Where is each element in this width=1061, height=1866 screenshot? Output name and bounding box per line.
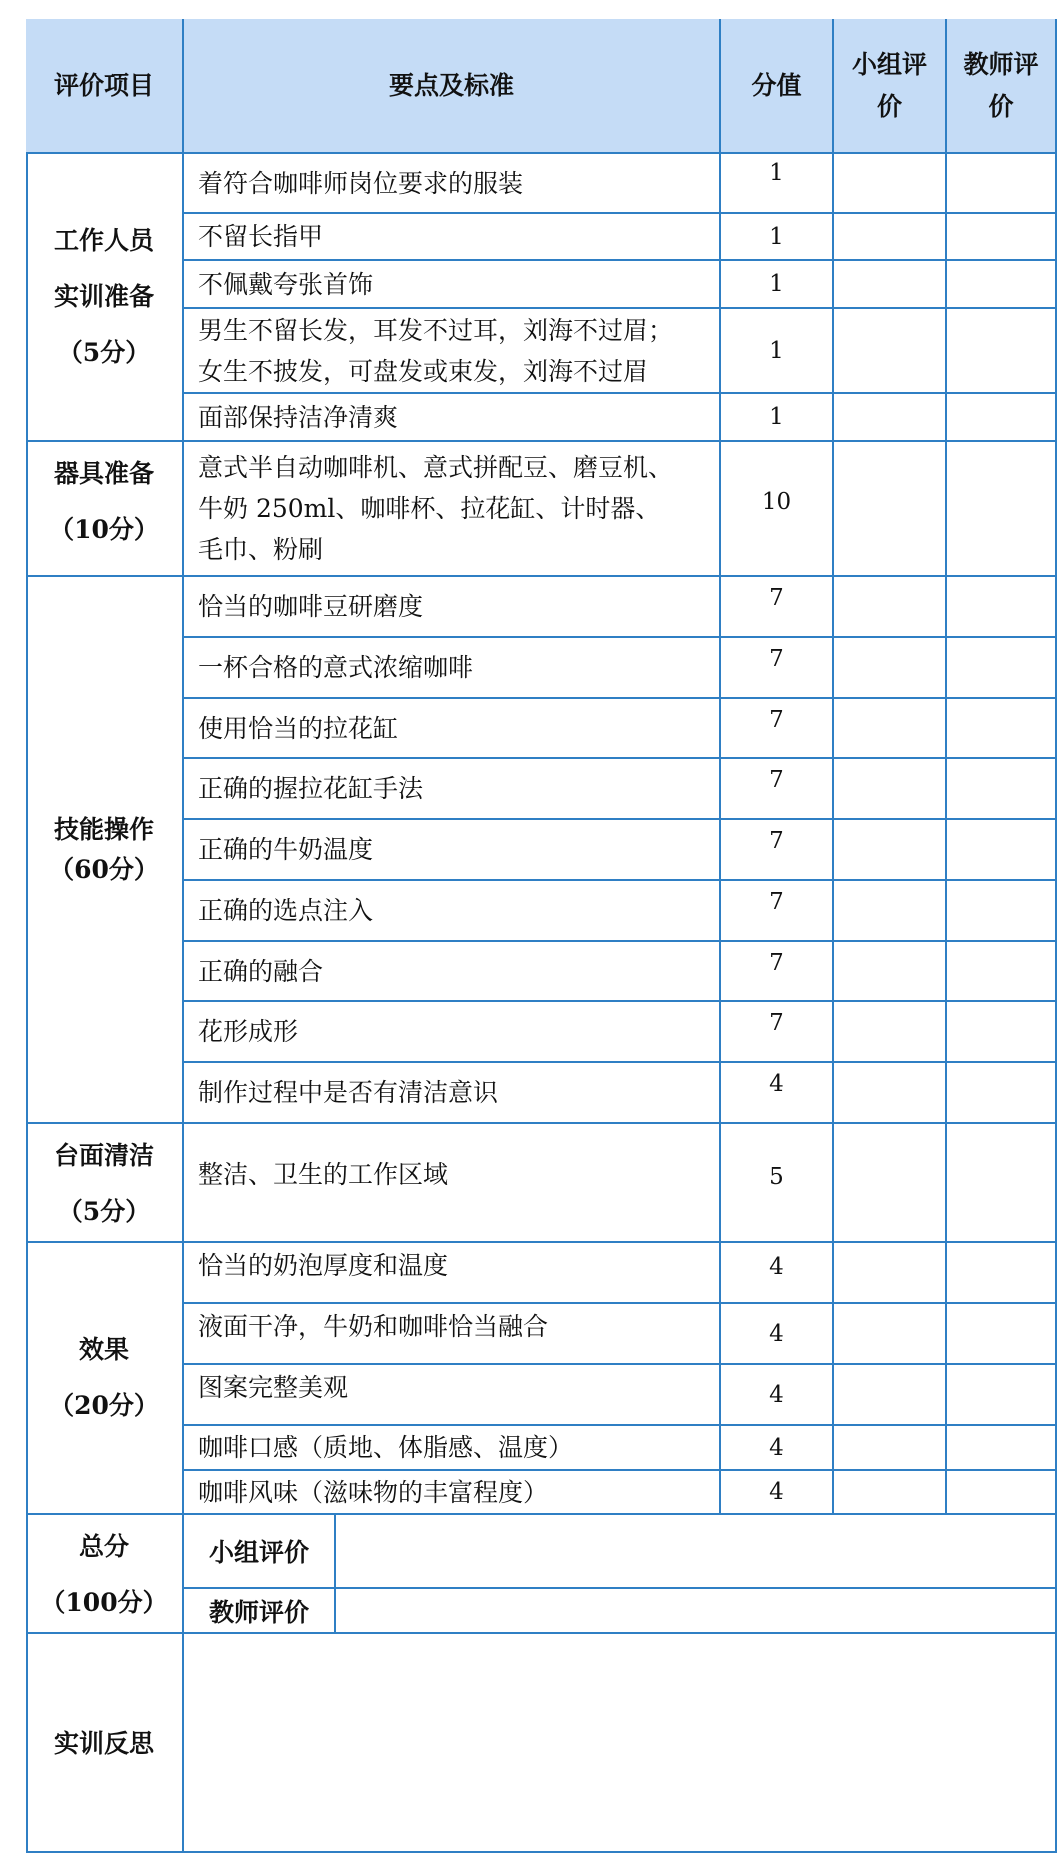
criteria-cell: [184, 309, 721, 394]
score-text: 7: [769, 646, 784, 672]
group-eval-cell[interactable]: [834, 1063, 947, 1124]
score-text: 4: [769, 1434, 784, 1461]
score-cell: [721, 154, 834, 214]
section-counter-cleaning-line1: 台面清洁: [53, 1141, 154, 1170]
score-cell: [721, 1365, 834, 1426]
section-equipment-prep-line1: 器具准备: [53, 459, 154, 488]
criteria-cell: [184, 1304, 721, 1365]
teacher-eval-cell[interactable]: [947, 1304, 1057, 1365]
teacher-eval-cell[interactable]: [947, 214, 1057, 261]
score-cell: [721, 1063, 834, 1124]
group-eval-cell[interactable]: [834, 759, 947, 820]
section-effect: [26, 1243, 184, 1515]
group-eval-cell[interactable]: [834, 309, 947, 394]
score-text: 7: [769, 1010, 784, 1036]
section-skill-operation-line2: （60分）: [49, 854, 159, 884]
criteria-cell: [184, 577, 721, 638]
section-total: [26, 1515, 184, 1634]
header-group-eval: [834, 19, 947, 154]
teacher-eval-cell[interactable]: [947, 394, 1057, 442]
section-skill-operation-line1: 技能操作: [53, 814, 154, 844]
section-effect-line2: （20分）: [49, 1391, 159, 1420]
group-eval-cell[interactable]: [834, 1124, 947, 1243]
group-eval-cell[interactable]: [834, 442, 947, 577]
section-reflection-label: 实训反思: [53, 1728, 154, 1758]
section-total-line1: 总分: [78, 1532, 129, 1561]
criteria-cell: [184, 1243, 721, 1304]
section-reflection: [26, 1634, 184, 1853]
teacher-eval-cell[interactable]: [947, 154, 1057, 214]
criteria-text: 恰当的咖啡豆研磨度: [198, 592, 424, 621]
total-group-eval-label: [184, 1515, 336, 1589]
score-text: 7: [769, 707, 784, 733]
score-text: 1: [769, 337, 784, 364]
section-skill-operation: [26, 577, 184, 1124]
total-group-eval-field[interactable]: [336, 1515, 1057, 1589]
teacher-eval-cell[interactable]: [947, 1002, 1057, 1063]
score-cell: [721, 577, 834, 638]
group-eval-cell[interactable]: [834, 942, 947, 1002]
reflection-field[interactable]: [184, 1634, 1057, 1853]
teacher-eval-cell[interactable]: [947, 1124, 1057, 1243]
criteria-text: 图案完整美观: [198, 1373, 349, 1402]
header-score-text: 分值: [751, 70, 802, 100]
header-group-eval-line1: 小组评: [851, 49, 927, 79]
criteria-cell: [184, 1002, 721, 1063]
teacher-eval-cell[interactable]: [947, 759, 1057, 820]
teacher-eval-cell[interactable]: [947, 261, 1057, 309]
group-eval-cell[interactable]: [834, 1365, 947, 1426]
group-eval-cell[interactable]: [834, 577, 947, 638]
teacher-eval-cell[interactable]: [947, 699, 1057, 759]
criteria-cell: [184, 1365, 721, 1426]
criteria-cell: [184, 942, 721, 1002]
teacher-eval-cell[interactable]: [947, 1063, 1057, 1124]
header-item: [26, 19, 184, 154]
criteria-cell: [184, 638, 721, 699]
score-text: 7: [769, 767, 784, 793]
teacher-eval-cell[interactable]: [947, 881, 1057, 942]
criteria-text: 不留长指甲: [198, 222, 324, 251]
score-text: 1: [769, 404, 784, 430]
criteria-cell: [184, 1471, 721, 1515]
score-cell: [721, 759, 834, 820]
score-cell: [721, 942, 834, 1002]
header-criteria: [184, 19, 721, 154]
score-text: 1: [769, 160, 784, 186]
section-total-line2: （100分）: [40, 1588, 168, 1617]
header-teacher-eval: [947, 19, 1057, 154]
header-teacher-eval-line2: 价: [988, 91, 1014, 121]
criteria-cell: [184, 261, 721, 309]
criteria-text-line2: 女生不披发，可盘发或束发，刘海不过眉: [198, 356, 649, 386]
criteria-text: 液面干净，牛奶和咖啡恰当融合: [198, 1312, 549, 1341]
section-counter-cleaning-line2: （5分）: [57, 1197, 151, 1226]
group-eval-cell[interactable]: [834, 881, 947, 942]
score-text: 5: [769, 1163, 784, 1190]
score-cell: [721, 261, 834, 309]
score-text: 7: [769, 950, 784, 976]
teacher-eval-cell[interactable]: [947, 1426, 1057, 1471]
criteria-cell: [184, 442, 721, 577]
criteria-cell: [184, 1426, 721, 1471]
teacher-eval-cell[interactable]: [947, 638, 1057, 699]
section-staff-prep: [26, 154, 184, 442]
criteria-cell: [184, 154, 721, 214]
teacher-eval-cell[interactable]: [947, 577, 1057, 638]
score-cell: [721, 1426, 834, 1471]
group-eval-cell[interactable]: [834, 1304, 947, 1365]
criteria-text-line2: 牛奶 250ml、咖啡杯、拉花缸、计时器、: [198, 494, 661, 523]
teacher-eval-cell[interactable]: [947, 1471, 1057, 1515]
section-effect-line1: 效果: [78, 1335, 129, 1364]
score-text: 4: [769, 1071, 784, 1097]
group-eval-cell[interactable]: [834, 214, 947, 261]
score-text: 4: [769, 1381, 784, 1408]
criteria-text: 正确的牛奶温度: [198, 835, 374, 864]
criteria-cell: [184, 214, 721, 261]
section-counter-cleaning: [26, 1124, 184, 1243]
score-text: 4: [769, 1253, 784, 1280]
score-cell: [721, 442, 834, 577]
header-item-text: 评价项目: [53, 70, 154, 100]
criteria-text-line1: 男生不留长发，耳发不过耳，刘海不过眉；: [198, 315, 674, 345]
score-cell: [721, 214, 834, 261]
criteria-text: 花形成形: [198, 1017, 299, 1046]
score-cell: [721, 820, 834, 881]
score-cell: [721, 1304, 834, 1365]
criteria-text: 着符合咖啡师岗位要求的服装: [198, 168, 524, 198]
score-cell: [721, 699, 834, 759]
evaluation-table: [26, 19, 1057, 1853]
teacher-eval-cell[interactable]: [947, 1243, 1057, 1304]
group-eval-cell[interactable]: [834, 820, 947, 881]
teacher-eval-cell[interactable]: [947, 309, 1057, 394]
score-text: 7: [769, 828, 784, 854]
criteria-text: 不佩戴夸张首饰: [198, 269, 374, 299]
score-text: 4: [769, 1479, 784, 1505]
score-text: 1: [769, 271, 784, 297]
total-teacher-eval-label-text: 教师评价: [208, 1597, 309, 1627]
teacher-eval-cell[interactable]: [947, 820, 1057, 881]
criteria-cell: [184, 1124, 721, 1243]
total-teacher-eval-field[interactable]: [336, 1589, 1057, 1634]
score-text: 7: [769, 889, 784, 915]
criteria-text: 面部保持洁净清爽: [198, 402, 399, 432]
group-eval-cell[interactable]: [834, 638, 947, 699]
group-eval-cell[interactable]: [834, 1471, 947, 1515]
score-cell: [721, 881, 834, 942]
score-text: 7: [769, 585, 784, 611]
section-equipment-prep: [26, 442, 184, 577]
score-cell: [721, 1002, 834, 1063]
group-eval-cell[interactable]: [834, 1426, 947, 1471]
score-cell: [721, 1243, 834, 1304]
criteria-cell: [184, 394, 721, 442]
score-cell: [721, 309, 834, 394]
criteria-cell: [184, 759, 721, 820]
score-cell: [721, 1471, 834, 1515]
criteria-cell: [184, 699, 721, 759]
criteria-text: 正确的融合: [198, 956, 324, 986]
header-teacher-eval-line1: 教师评: [963, 49, 1039, 79]
header-score: [721, 19, 834, 154]
score-text: 10: [761, 488, 792, 515]
criteria-text: 正确的握拉花缸手法: [198, 774, 424, 803]
group-eval-cell[interactable]: [834, 1243, 947, 1304]
criteria-text: 一杯合格的意式浓缩咖啡: [198, 653, 474, 682]
criteria-text: 咖啡风味（滋味物的丰富程度）: [198, 1477, 549, 1507]
criteria-cell: [184, 881, 721, 942]
header-criteria-text: 要点及标准: [388, 70, 514, 100]
section-equipment-prep-line2: （10分）: [49, 515, 159, 544]
criteria-text: 咖啡口感（质地、体脂感、温度）: [198, 1433, 574, 1462]
criteria-text: 恰当的奶泡厚度和温度: [198, 1251, 449, 1280]
criteria-text: 整洁、卫生的工作区域: [198, 1160, 449, 1189]
section-staff-prep-line3: （5分）: [57, 338, 151, 367]
total-group-eval-label-text: 小组评价: [208, 1538, 309, 1567]
group-eval-cell[interactable]: [834, 699, 947, 759]
criteria-text: 制作过程中是否有清洁意识: [198, 1078, 499, 1107]
criteria-text-line3: 毛巾、粉刷: [198, 535, 324, 564]
group-eval-cell[interactable]: [834, 261, 947, 309]
score-text: 1: [769, 223, 784, 250]
score-cell: [721, 1124, 834, 1243]
score-cell: [721, 638, 834, 699]
score-cell: [721, 394, 834, 442]
teacher-eval-cell[interactable]: [947, 1365, 1057, 1426]
group-eval-cell[interactable]: [834, 394, 947, 442]
teacher-eval-cell[interactable]: [947, 942, 1057, 1002]
total-teacher-eval-label: [184, 1589, 336, 1634]
group-eval-cell[interactable]: [834, 1002, 947, 1063]
criteria-cell: [184, 820, 721, 881]
criteria-text: 使用恰当的拉花缸: [198, 713, 399, 743]
criteria-text: 正确的选点注入: [198, 896, 374, 925]
criteria-text-line1: 意式半自动咖啡机、意式拼配豆、磨豆机、: [198, 453, 674, 482]
group-eval-cell[interactable]: [834, 154, 947, 214]
teacher-eval-cell[interactable]: [947, 442, 1057, 577]
section-staff-prep-line1: 工作人员: [53, 226, 154, 255]
criteria-cell: [184, 1063, 721, 1124]
header-group-eval-line2: 价: [876, 91, 902, 121]
section-staff-prep-line2: 实训准备: [53, 282, 154, 311]
score-text: 4: [769, 1320, 784, 1347]
